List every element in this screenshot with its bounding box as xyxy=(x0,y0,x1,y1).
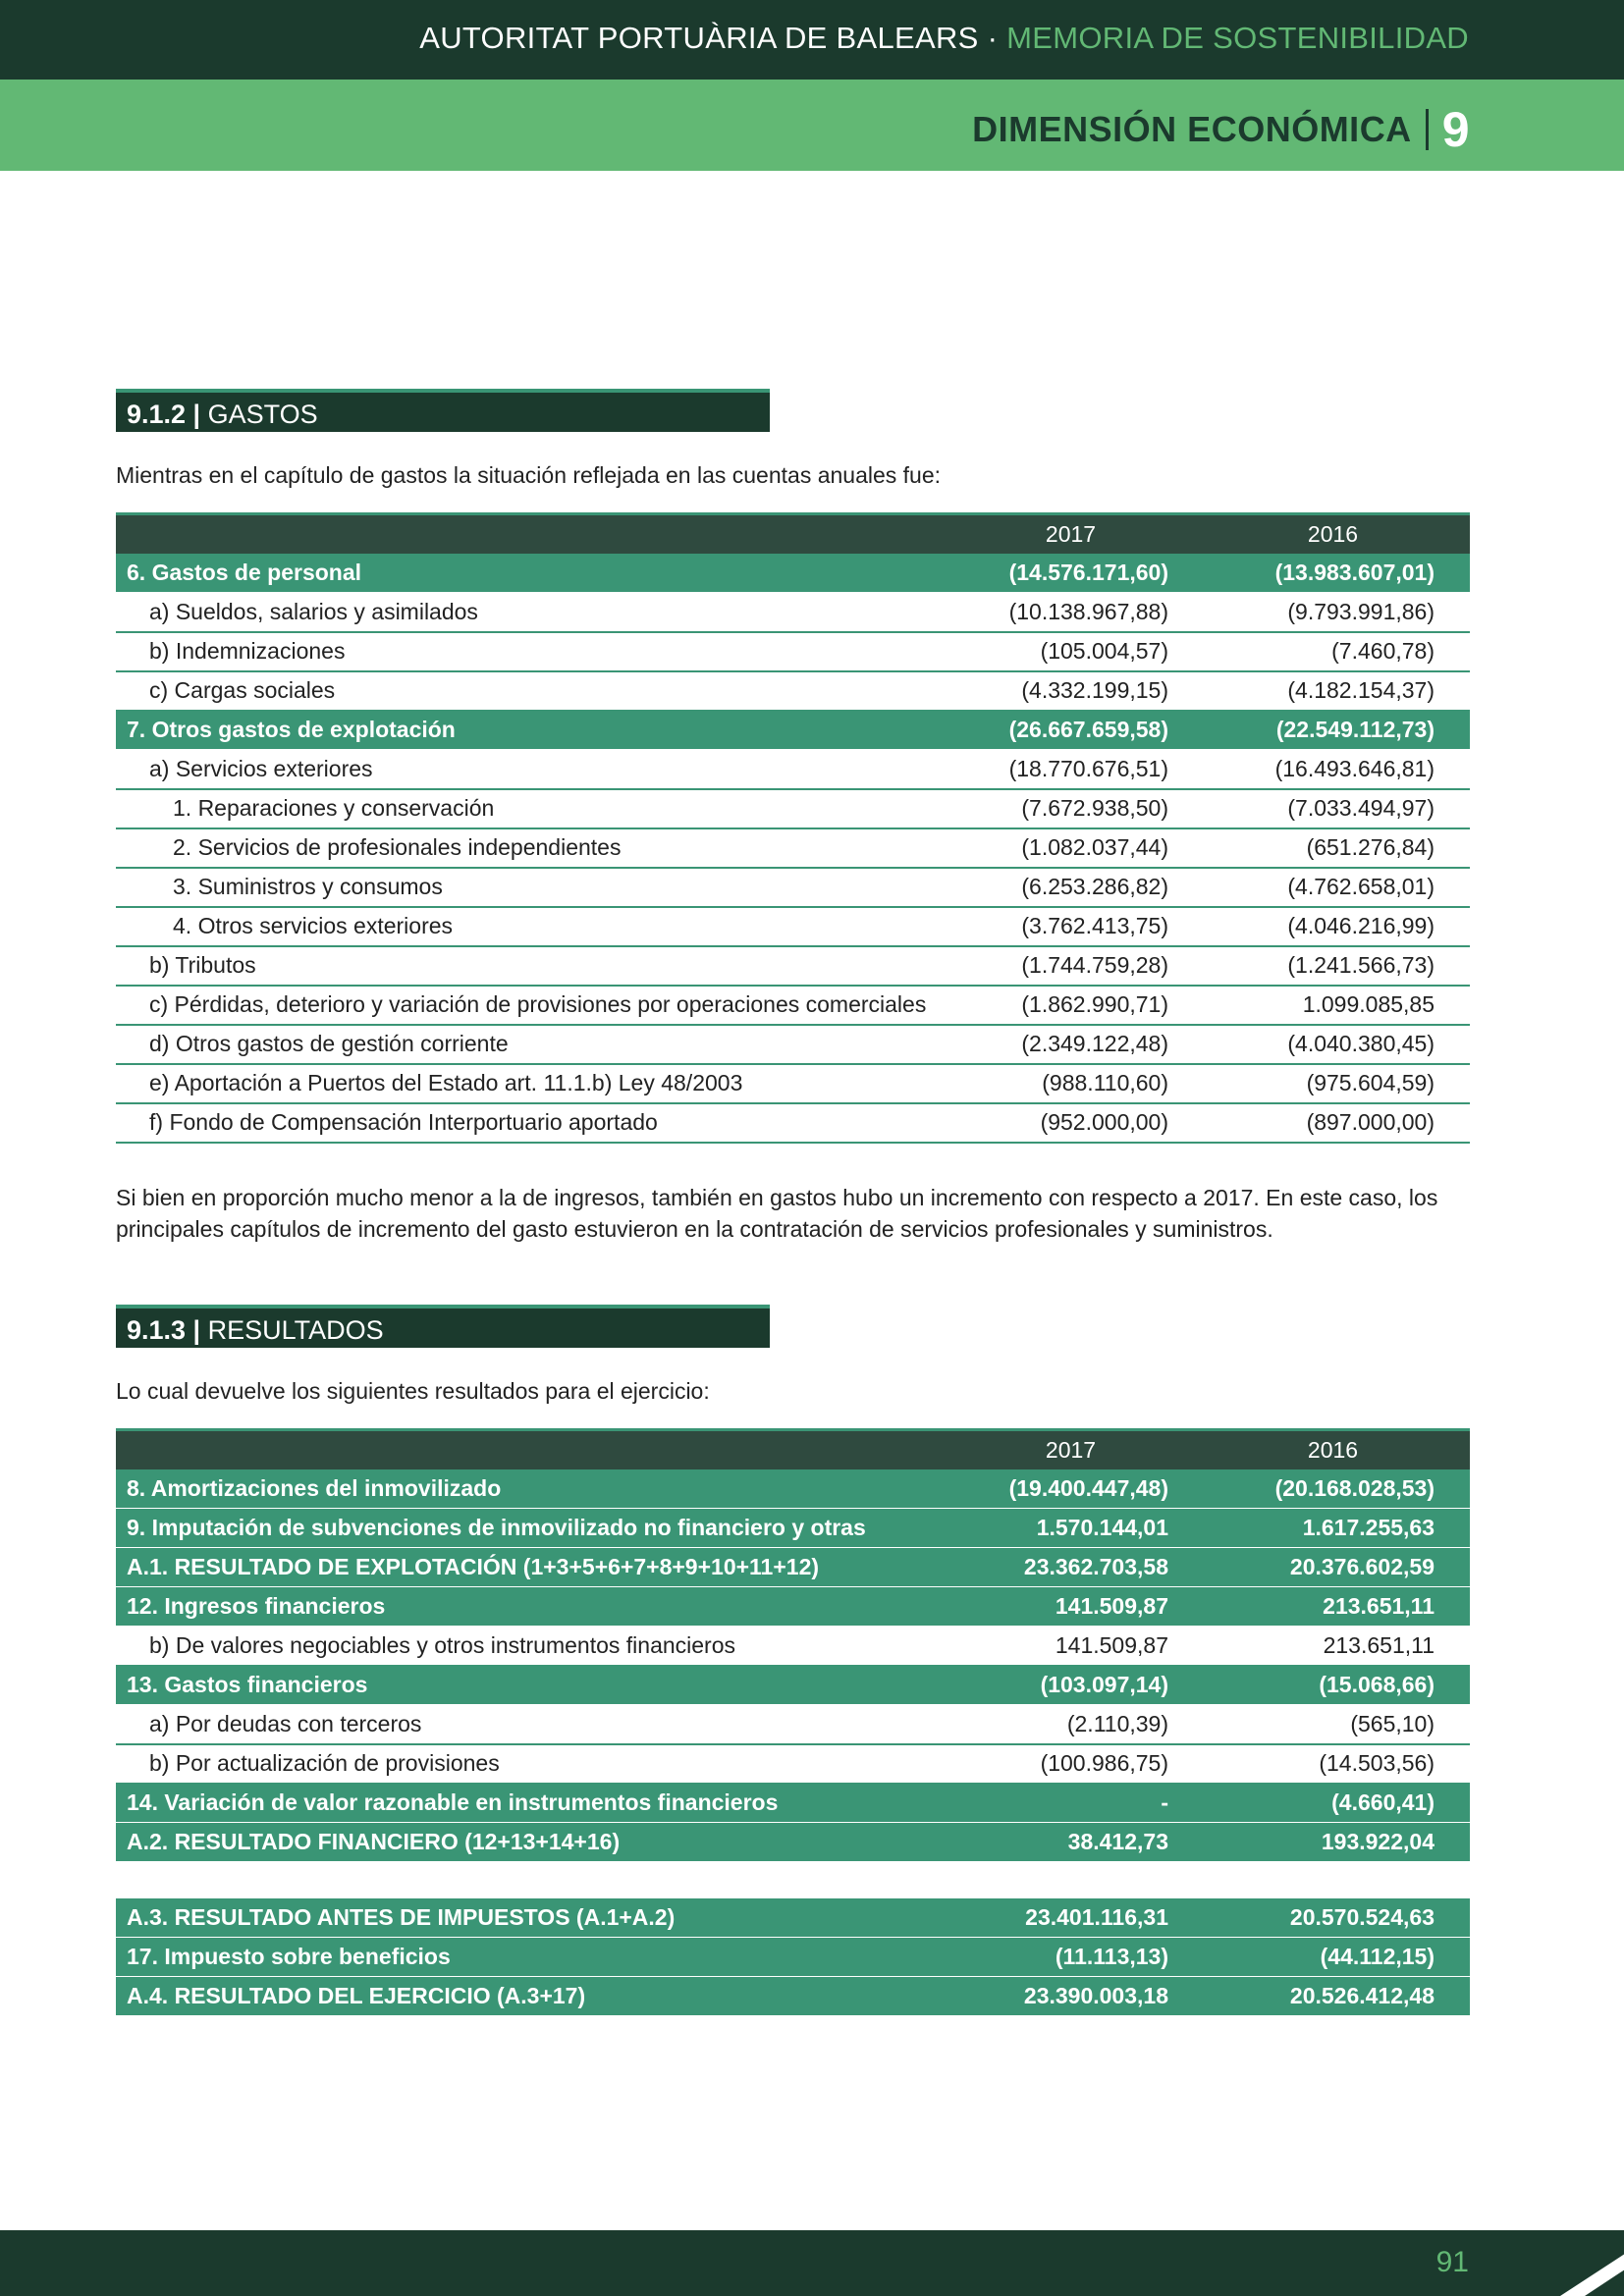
value-2017: (19.400.447,48) xyxy=(946,1469,1196,1509)
section-heading xyxy=(972,101,1470,158)
table-row xyxy=(116,1025,1470,1064)
value-2016: (4.182.154,37) xyxy=(1196,671,1470,711)
row-label: 4. Otros servicios exteriores xyxy=(116,907,946,946)
header-blank xyxy=(116,514,946,554)
table-row xyxy=(116,789,1470,828)
value-2016: (1.241.566,73) xyxy=(1196,946,1470,986)
row-label: A.1. RESULTADO DE EXPLOTACIÓN (1+3+5+6+7+8+9+10+11+12) xyxy=(116,1548,946,1587)
row-label: a) Por deudas con terceros xyxy=(116,1705,946,1744)
value-2016: (7.460,78) xyxy=(1196,632,1470,671)
value-2016: (4.660,41) xyxy=(1196,1784,1470,1823)
row-label: A.3. RESULTADO ANTES DE IMPUESTOS (A.1+A.2) xyxy=(116,1898,946,1938)
row-label: d) Otros gastos de gestión corriente xyxy=(116,1025,946,1064)
row-label: b) De valores negociables y otros instrumentos financieros xyxy=(116,1627,946,1666)
gastos-closing: Si bien en proporción mucho menor a la de ingresos, también en gastos hubo un incremento con respecto a 2017. En este caso, los principales capítulos de incremento del gasto estuvieron en la contratación de servicios profesionales y suministros. xyxy=(116,1185,1438,1242)
row-label: c) Cargas sociales xyxy=(116,671,946,711)
gastos-section-title xyxy=(116,389,770,432)
value-2017: (2.110,39) xyxy=(946,1705,1196,1744)
value-2016: 20.376.602,59 xyxy=(1196,1548,1470,1587)
value-2017: 1.570.144,01 xyxy=(946,1509,1196,1548)
resultados-title-text: RESULTADOS xyxy=(207,1315,384,1345)
table-row xyxy=(116,868,1470,907)
value-2017: 141.509,87 xyxy=(946,1627,1196,1666)
table-row xyxy=(116,1469,1470,1509)
value-2016: (13.983.607,01) xyxy=(1196,554,1470,593)
table-row xyxy=(116,946,1470,986)
row-label: A.2. RESULTADO FINANCIERO (12+13+14+16) xyxy=(116,1823,946,1862)
table-row xyxy=(116,1784,1470,1823)
value-2016: (565,10) xyxy=(1196,1705,1470,1744)
row-label: 7. Otros gastos de explotación xyxy=(116,711,946,750)
table-row xyxy=(116,907,1470,946)
value-2016: (9.793.991,86) xyxy=(1196,593,1470,632)
resultados-intro: Lo cual devuelve los siguientes resultados para el ejercicio: xyxy=(116,1378,710,1404)
table-row xyxy=(116,671,1470,711)
value-2017: (14.576.171,60) xyxy=(946,554,1196,593)
table-row xyxy=(116,632,1470,671)
col-2017-header: 2017 xyxy=(946,1430,1196,1469)
value-2016: 20.526.412,48 xyxy=(1196,1977,1470,2016)
table-row xyxy=(116,554,1470,593)
value-2017: 23.390.003,18 xyxy=(946,1977,1196,2016)
header-blank xyxy=(116,1430,946,1469)
table-spacer xyxy=(116,1862,1470,1898)
table-row xyxy=(116,1064,1470,1103)
value-2016: 193.922,04 xyxy=(1196,1823,1470,1862)
value-2016: (4.040.380,45) xyxy=(1196,1025,1470,1064)
gastos-intro: Mientras en el capítulo de gastos la situación reflejada en las cuentas anuales fue: xyxy=(116,462,942,488)
page-footer xyxy=(0,2230,1624,2296)
value-2016: (651.276,84) xyxy=(1196,828,1470,868)
value-2017: 141.509,87 xyxy=(946,1587,1196,1627)
value-2016: 1.617.255,63 xyxy=(1196,1509,1470,1548)
value-2017: (7.672.938,50) xyxy=(946,789,1196,828)
row-label: 17. Impuesto sobre beneficios xyxy=(116,1938,946,1977)
value-2016: (14.503,56) xyxy=(1196,1744,1470,1784)
table-row xyxy=(116,1627,1470,1666)
row-label: b) Tributos xyxy=(116,946,946,986)
table-row xyxy=(116,1938,1470,1977)
row-label: 13. Gastos financieros xyxy=(116,1666,946,1705)
row-label: 9. Imputación de subvenciones de inmovilizado no financiero y otras xyxy=(116,1509,946,1548)
gastos-title-number: 9.1.2 | xyxy=(127,400,201,429)
table-row xyxy=(116,1744,1470,1784)
table-row xyxy=(116,1898,1470,1938)
col-2016-header: 2016 xyxy=(1196,514,1470,554)
table-row xyxy=(116,828,1470,868)
value-2017: (952.000,00) xyxy=(946,1103,1196,1143)
resultados-section-title xyxy=(116,1305,770,1348)
value-2017: (105.004,57) xyxy=(946,632,1196,671)
table-row xyxy=(116,1548,1470,1587)
resultados-title-number: 9.1.3 | xyxy=(127,1315,201,1345)
value-2017: (3.762.413,75) xyxy=(946,907,1196,946)
top-header-bar xyxy=(0,0,1624,80)
resultados-table-header xyxy=(116,1430,1470,1469)
value-2017: (1.744.759,28) xyxy=(946,946,1196,986)
value-2017: (100.986,75) xyxy=(946,1744,1196,1784)
value-2017: (988.110,60) xyxy=(946,1064,1196,1103)
header-title xyxy=(419,21,1469,56)
value-2016: (44.112,15) xyxy=(1196,1938,1470,1977)
table-row xyxy=(116,711,1470,750)
table-row xyxy=(116,750,1470,789)
row-label: a) Sueldos, salarios y asimilados xyxy=(116,593,946,632)
value-2017: (10.138.967,88) xyxy=(946,593,1196,632)
value-2017: (26.667.659,58) xyxy=(946,711,1196,750)
table-row xyxy=(116,1823,1470,1862)
value-2017: (6.253.286,82) xyxy=(946,868,1196,907)
col-2016-header: 2016 xyxy=(1196,1430,1470,1469)
table-row xyxy=(116,1509,1470,1548)
page-number: 91 xyxy=(1435,2246,1469,2278)
row-label: c) Pérdidas, deterioro y variación de provisiones por operaciones comerciales xyxy=(116,986,946,1025)
value-2017: - xyxy=(946,1784,1196,1823)
table-row xyxy=(116,1666,1470,1705)
header-separator: · xyxy=(987,21,999,55)
section-divider xyxy=(1426,109,1429,150)
value-2016: (16.493.646,81) xyxy=(1196,750,1470,789)
value-2017: (18.770.676,51) xyxy=(946,750,1196,789)
gastos-table xyxy=(116,512,1470,1144)
chapter-number: 9 xyxy=(1441,102,1470,157)
value-2017: 38.412,73 xyxy=(946,1823,1196,1862)
value-2016: (4.046.216,99) xyxy=(1196,907,1470,946)
header-report: MEMORIA DE SOSTENIBILIDAD xyxy=(1006,21,1469,55)
value-2017: (2.349.122,48) xyxy=(946,1025,1196,1064)
value-2017: (1.862.990,71) xyxy=(946,986,1196,1025)
value-2017: 23.362.703,58 xyxy=(946,1548,1196,1587)
value-2016: (975.604,59) xyxy=(1196,1064,1470,1103)
gastos-table-header xyxy=(116,514,1470,554)
row-label: 2. Servicios de profesionales independientes xyxy=(116,828,946,868)
row-label: f) Fondo de Compensación Interportuario aportado xyxy=(116,1103,946,1143)
row-label: e) Aportación a Puertos del Estado art. 11.1.b) Ley 48/2003 xyxy=(116,1064,946,1103)
table-row xyxy=(116,1977,1470,2016)
value-2016: (7.033.494,97) xyxy=(1196,789,1470,828)
row-label: 6. Gastos de personal xyxy=(116,554,946,593)
value-2016: 1.099.085,85 xyxy=(1196,986,1470,1025)
row-label: 1. Reparaciones y conservación xyxy=(116,789,946,828)
value-2016: 213.651,11 xyxy=(1196,1587,1470,1627)
row-label: b) Por actualización de provisiones xyxy=(116,1744,946,1784)
value-2016: 213.651,11 xyxy=(1196,1627,1470,1666)
row-label: A.4. RESULTADO DEL EJERCICIO (A.3+17) xyxy=(116,1977,946,2016)
value-2016: (4.762.658,01) xyxy=(1196,868,1470,907)
value-2016: 20.570.524,63 xyxy=(1196,1898,1470,1938)
table-row xyxy=(116,986,1470,1025)
row-label: 14. Variación de valor razonable en instrumentos financieros xyxy=(116,1784,946,1823)
row-label: 3. Suministros y consumos xyxy=(116,868,946,907)
value-2016: (897.000,00) xyxy=(1196,1103,1470,1143)
footer-diagonal-stripe xyxy=(1516,2230,1624,2296)
value-2016: (20.168.028,53) xyxy=(1196,1469,1470,1509)
row-label: b) Indemnizaciones xyxy=(116,632,946,671)
table-row xyxy=(116,1587,1470,1627)
value-2017: (103.097,14) xyxy=(946,1666,1196,1705)
value-2017: (4.332.199,15) xyxy=(946,671,1196,711)
value-2017: (1.082.037,44) xyxy=(946,828,1196,868)
row-label: a) Servicios exteriores xyxy=(116,750,946,789)
value-2017: 23.401.116,31 xyxy=(946,1898,1196,1938)
resultados-table xyxy=(116,1428,1470,2016)
row-label: 8. Amortizaciones del inmovilizado xyxy=(116,1469,946,1509)
value-2016: (15.068,66) xyxy=(1196,1666,1470,1705)
value-2017: (11.113,13) xyxy=(946,1938,1196,1977)
col-2017-header: 2017 xyxy=(946,514,1196,554)
table-row xyxy=(116,1103,1470,1143)
table-row xyxy=(116,1705,1470,1744)
header-org: AUTORITAT PORTUÀRIA DE BALEARS xyxy=(419,21,979,55)
row-label: 12. Ingresos financieros xyxy=(116,1587,946,1627)
section-name: DIMENSIÓN ECONÓMICA xyxy=(972,109,1412,149)
value-2016: (22.549.112,73) xyxy=(1196,711,1470,750)
table-row xyxy=(116,593,1470,632)
gastos-title-text: GASTOS xyxy=(207,400,318,429)
section-header-bar xyxy=(0,80,1624,171)
